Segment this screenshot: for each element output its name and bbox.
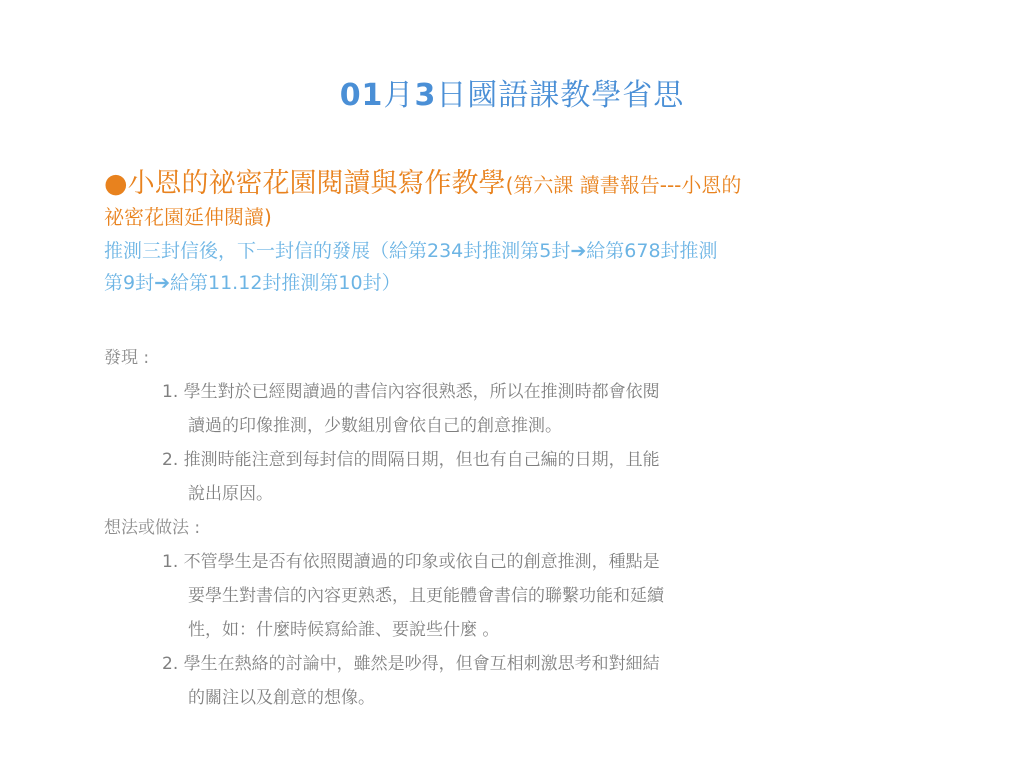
ideas-item-1-line-2: 要學生對書信的內容更熟悉，且更能體會書信的聯繫功能和延續 xyxy=(188,586,664,606)
lesson-heading-detail-2: 祕密花園延伸閱讀) xyxy=(104,205,272,229)
ideas-item-2-line-2: 的關注以及創意的想像。 xyxy=(188,688,375,708)
ideas-item-1-line-3: 性，如：什麼時候寫給誰、要說些什麼 。 xyxy=(188,620,500,640)
title-month-char: 月 xyxy=(383,78,415,113)
findings-label: 發現 : xyxy=(104,348,150,368)
prediction-line-2: 第9封➔給第11.12封推測第10封） xyxy=(104,272,401,294)
ideas-item-2 xyxy=(104,647,882,715)
ideas-item-1 xyxy=(104,545,882,647)
ideas-item-2-line-1: 2. 學生在熱絡的討論中，雖然是吵得，但會互相刺激思考和對細結 xyxy=(162,654,660,674)
title-rest: 日國語課教學省思 xyxy=(436,78,685,113)
lesson-heading-main: 小恩的祕密花園閱讀與寫作教學 xyxy=(127,168,506,199)
ideas-label: 想法或做法 : xyxy=(104,518,201,538)
findings-item-1-line-1: 1. 學生對於已經閱讀過的書信內容很熟悉，所以在推測時都會依閱 xyxy=(162,382,660,402)
spacer xyxy=(104,299,934,341)
ideas-item-1-line-1: 1. 不管學生是否有依照閱讀過的印象或依自己的創意推測，種點是 xyxy=(162,552,660,572)
prediction-description xyxy=(104,235,934,299)
lesson-heading-detail-1: (第六課 讀書報告---小恩的 xyxy=(505,173,742,197)
findings-item-2-line-2: 說出原因。 xyxy=(188,484,273,504)
bullet-icon: ● xyxy=(104,168,128,199)
findings-item-2 xyxy=(104,443,882,511)
title-day-number: 3 xyxy=(414,78,437,113)
findings-item-1 xyxy=(104,375,882,443)
prediction-line-1: 推測三封信後，下一封信的發展（給第234封推測第5封➔給第678封推測 xyxy=(104,240,718,262)
slide-title xyxy=(0,76,1024,116)
findings-item-2-line-1: 2. 推測時能注意到每封信的間隔日期，但也有自己編的日期，且能 xyxy=(162,450,660,470)
title-month-number: 01 xyxy=(339,78,384,113)
lesson-heading xyxy=(104,168,934,233)
findings-item-1-line-2: 讀過的印像推測，少數組別會依自己的創意推測。 xyxy=(188,416,562,436)
slide-body xyxy=(104,168,934,715)
